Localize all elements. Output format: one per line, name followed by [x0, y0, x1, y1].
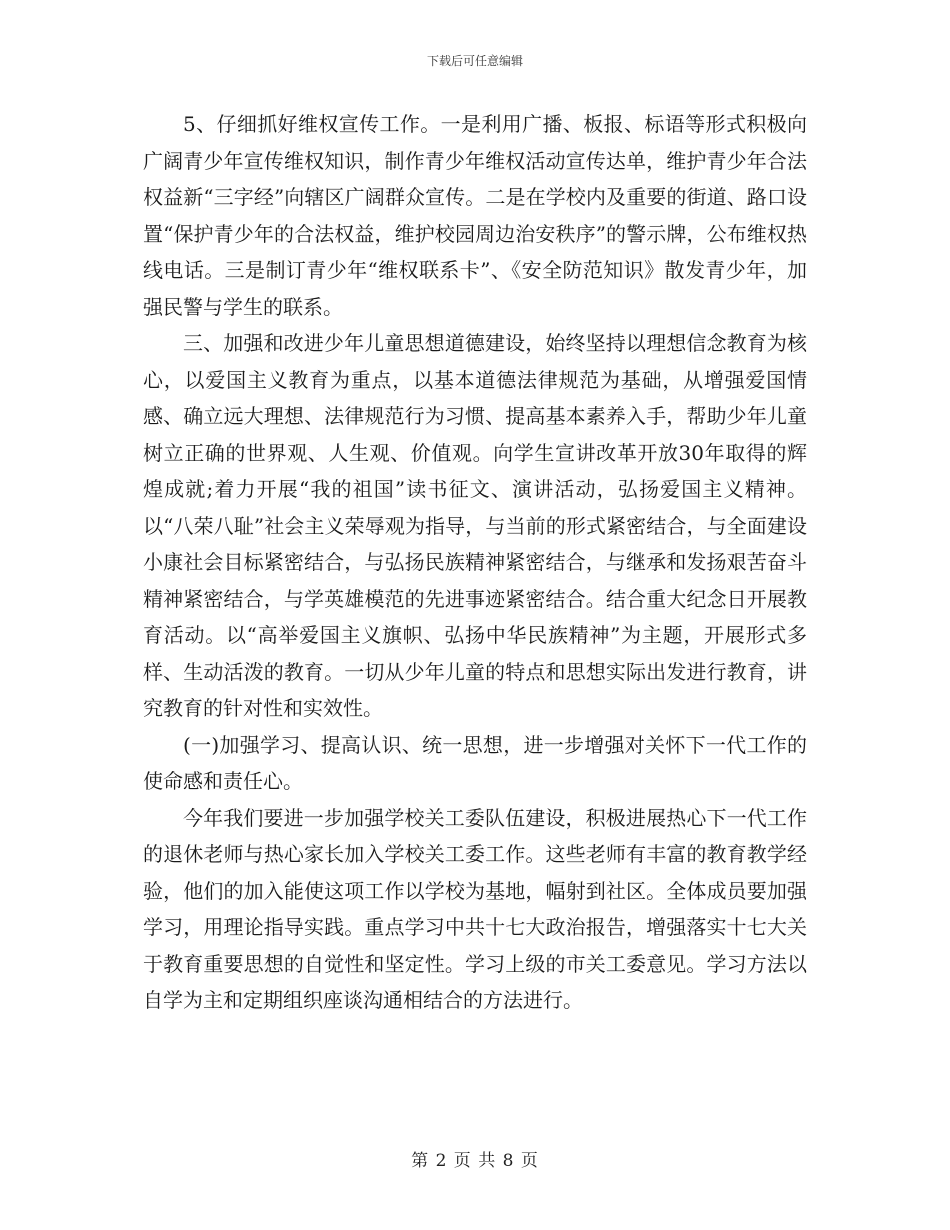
- page-header: 下载后可任意编辑: [426, 54, 523, 68]
- document-body: [143, 106, 807, 1019]
- page-number: 第 2 页 共 8 页: [411, 1151, 539, 1171]
- paragraph-moral-education: 三、加强和改进少年儿童思想道德建设，始终坚持以理想信念教育为核心，以爱国主义教育为重点，以基本道德法律规范为基础，从增强爱国情感、确立远大理想、法律规范行为习惯、提高基本素养入手，帮助少年儿童树立正确的世界观、人生观、价值观。向学生宣讲改革开放30年取得的辉煌成就;着力开展“我的祖国”读书征文、演讲活动，弘扬爱国主义精神。以“八荣八耻”社会主义荣辱观为指导，与当前的形式紧密结合，与全面建设小康社会目标紧密结合，与弘扬民族精神紧密结合，与继承和发扬艰苦奋斗精神紧密结合，与学英雄模范的先进事迹紧密结合。结合重大纪念日开展教育活动。以“高举爱国主义旗帜、弘扬中华民族精神”为主题，开展形式多样、生动活泼的教育。一切从少年儿童的特点和思想实际出发进行教育，讲究教育的针对性和实效性。: [143, 331, 807, 720]
- paragraph-team-building: 今年我们要进一步加强学校关工委队伍建设，积极进展热心下一代工作的退休老师与热心家长加入学校关工委工作。这些老师有丰富的教育教学经验，他们的加入能使这项工作以学校为基地，幅射到社区。全体成员要加强学习，用理论指导实践。重点学习中共十七大政治报告，增强落实十七大关于教育重要思想的自觉性和坚定性。学习上级的市关工委意见。学习方法以自学为主和定期组织座谈沟通相结合的方法进行。: [143, 805, 807, 1012]
- paragraph-strengthen-study: (一)加强学习、提高认识、统一思想，进一步增强对关怀下一代工作的使命感和责任心。: [143, 732, 807, 793]
- paragraph-rights-publicity: 5、仔细抓好维权宣传工作。一是利用广播、板报、标语等形式积极向广阔青少年宣传维权知识，制作青少年维权活动宣传达单，维护青少年合法权益新“三字经”向辖区广阔群众宣传。二是在学校内及重要的街道、路口设置“保护青少年的合法权益，维护校园周边治安秩序”的警示牌，公布维权热线电话。三是制订青少年“维权联系卡”、《安全防范知识》散发青少年，加强民警与学生的联系。: [143, 112, 807, 319]
